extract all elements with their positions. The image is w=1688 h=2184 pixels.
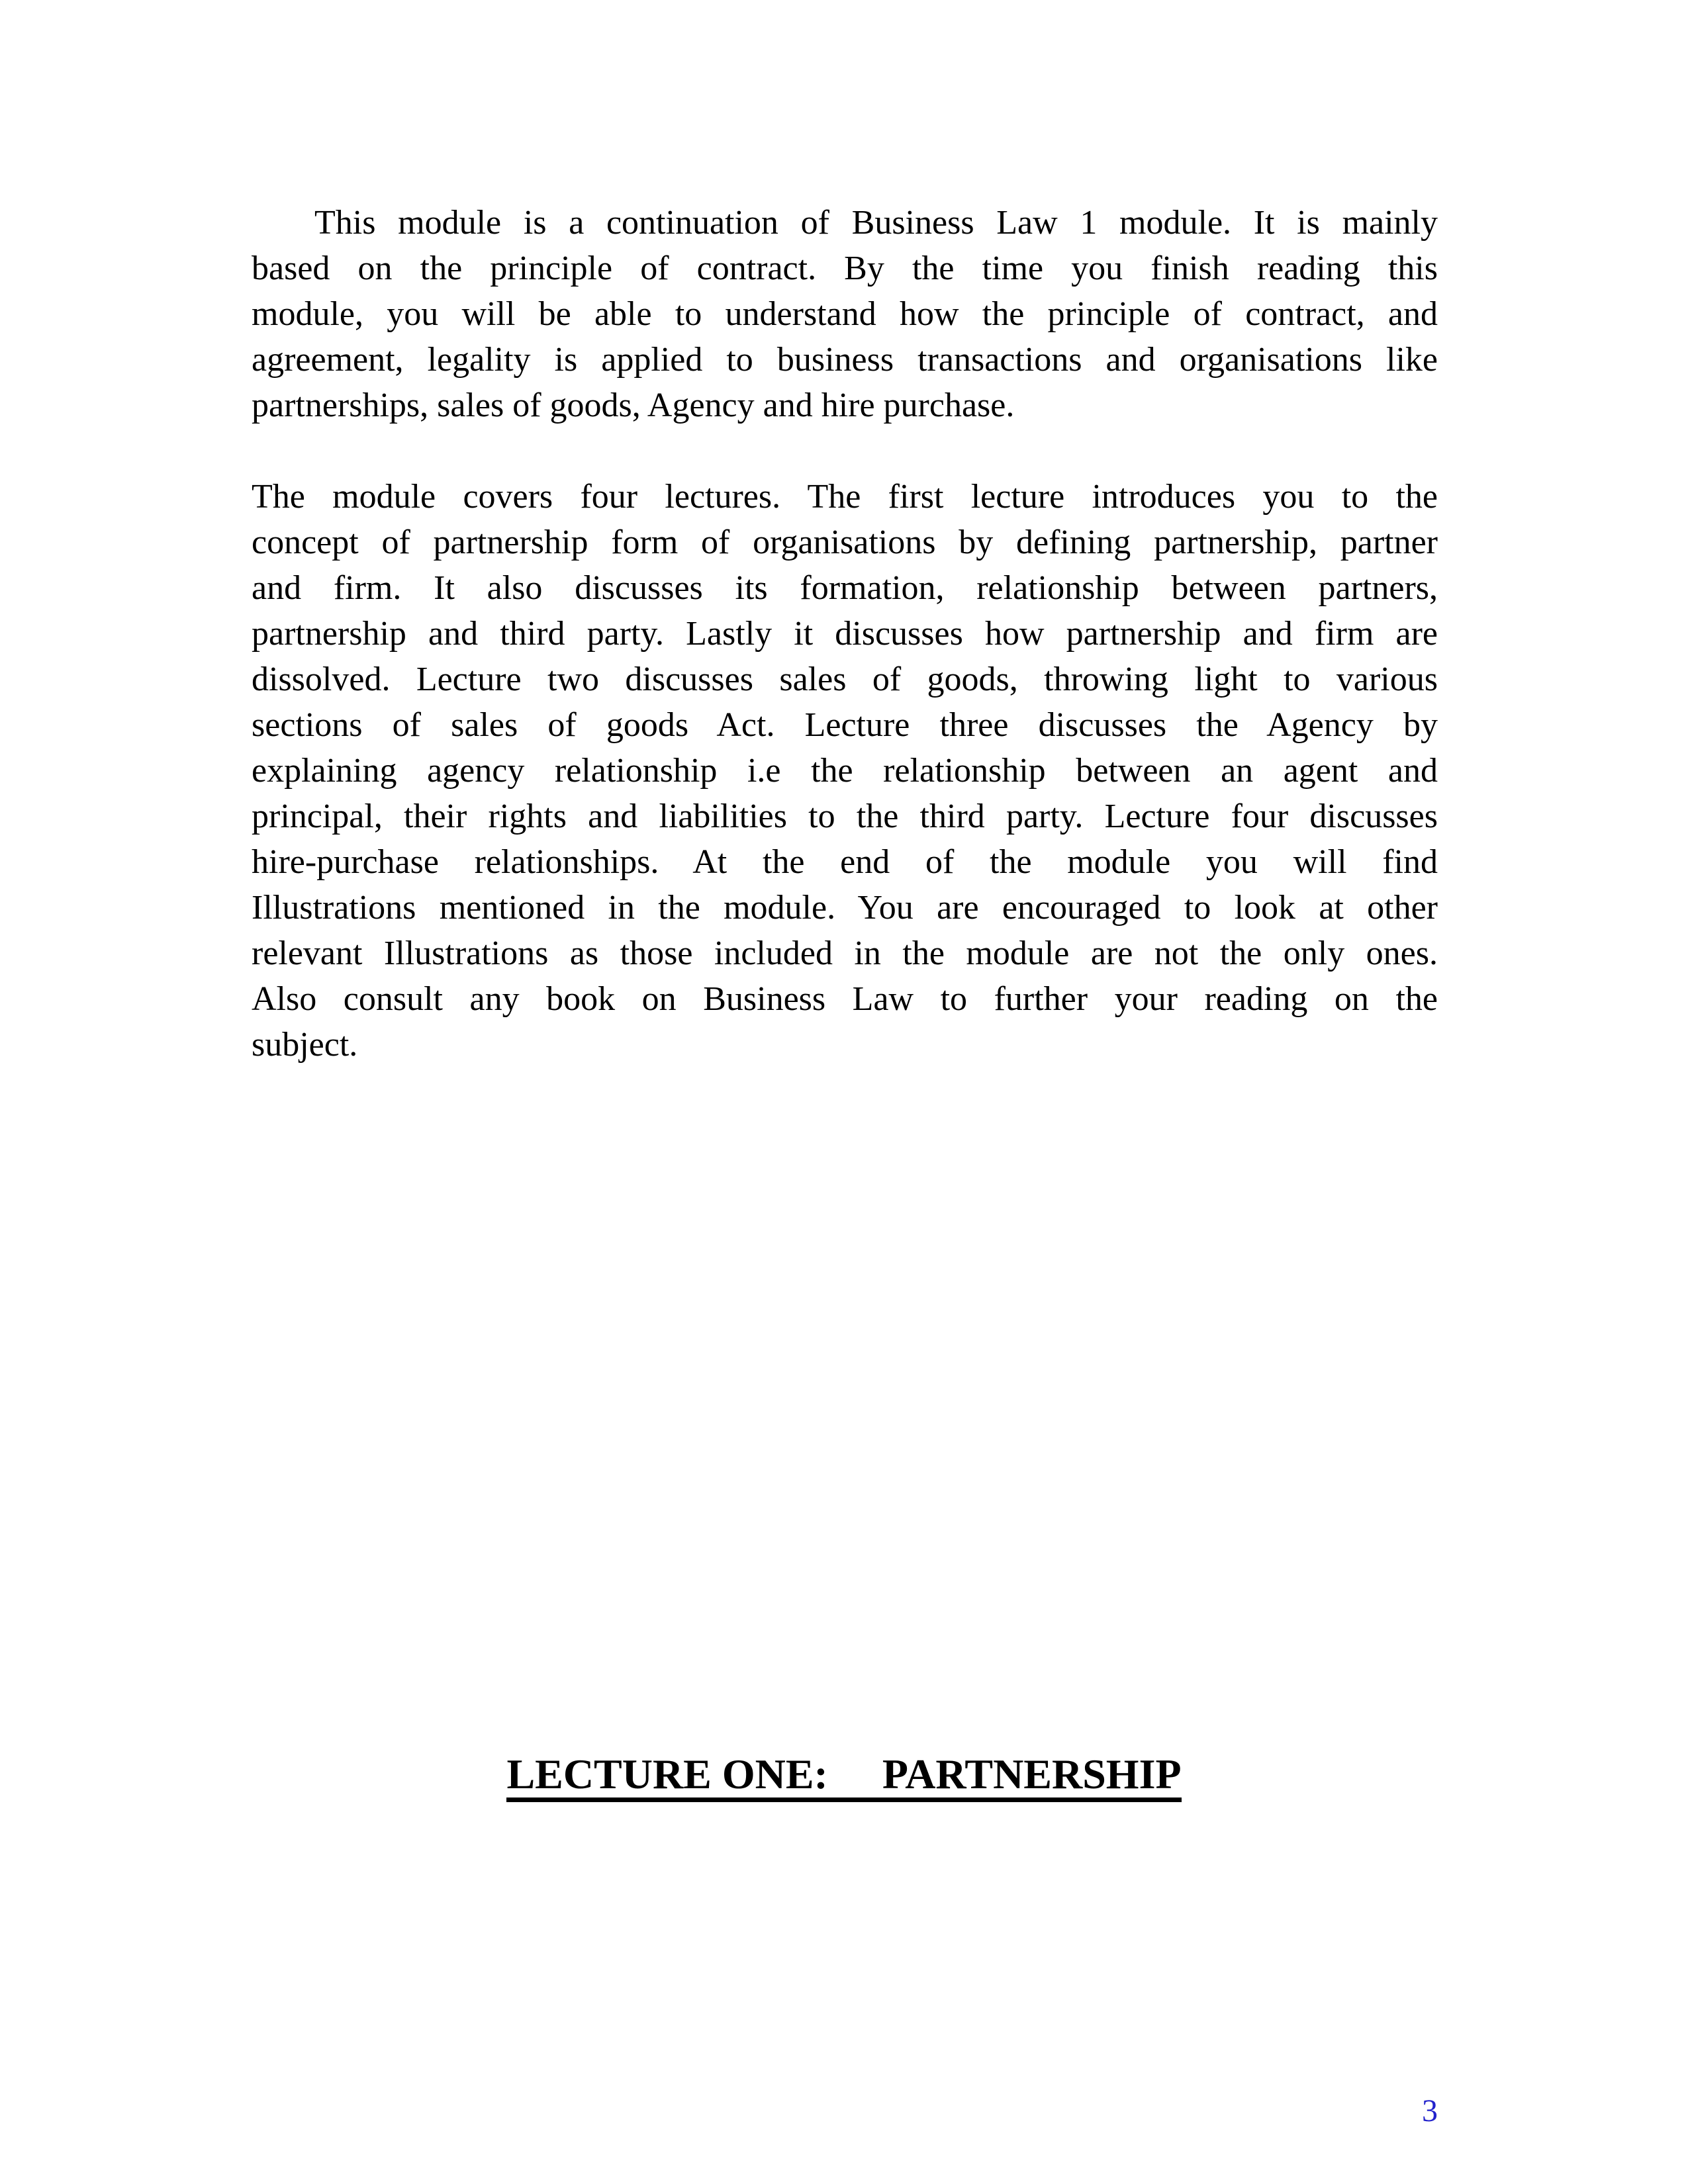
paragraph-module-overview	[252, 474, 1438, 1068]
text-line: and firm. It also discusses its formation, relationship between partners,	[252, 569, 1438, 607]
text-line: relevant Illustrations as those included in the module are not the only ones.	[252, 934, 1438, 972]
section-heading	[0, 1753, 1688, 1802]
text-line: concept of partnership form of organisations by defining partnership, partner	[252, 523, 1438, 561]
heading-topic-label: PARTNERSHIP	[882, 1751, 1182, 1797]
text-line: principal, their rights and liabilities to the third party. Lecture four discusses	[252, 797, 1438, 835]
text-line: module, you will be able to understand how the principle of contract, and	[252, 295, 1438, 333]
text-line: subject.	[252, 1026, 358, 1064]
heading-lecture-label: LECTURE ONE:	[506, 1751, 828, 1797]
text-line: sections of sales of goods Act. Lecture three discusses the Agency by	[252, 706, 1438, 744]
text-line: partnership and third party. Lastly it discusses how partnership and firm are	[252, 615, 1438, 653]
text-line: Illustrations mentioned in the module. You are encouraged to look at other	[252, 889, 1438, 927]
text-line: agreement, legality is applied to business transactions and organisations like	[252, 341, 1438, 379]
heading-underline	[506, 1753, 1181, 1802]
text-line: explaining agency relationship i.e the relationship between an agent and	[252, 752, 1438, 790]
page-number: 3	[1422, 2093, 1438, 2128]
text-line: hire-purchase relationships. At the end of the module you will find	[252, 843, 1438, 881]
paragraph-intro	[252, 200, 1438, 428]
text-line: based on the principle of contract. By the time you finish reading this	[252, 250, 1438, 287]
text-line: The module covers four lectures. The first lecture introduces you to the	[252, 478, 1438, 516]
text-line: This module is a continuation of Business Law 1 module. It is mainly	[314, 204, 1438, 242]
body-text-block	[252, 200, 1438, 1068]
text-line: partnerships, sales of goods, Agency and hire purchase.	[252, 387, 1015, 424]
text-line: Also consult any book on Business Law to further your reading on the	[252, 980, 1438, 1018]
text-line: dissolved. Lecture two discusses sales of goods, throwing light to various	[252, 660, 1438, 698]
